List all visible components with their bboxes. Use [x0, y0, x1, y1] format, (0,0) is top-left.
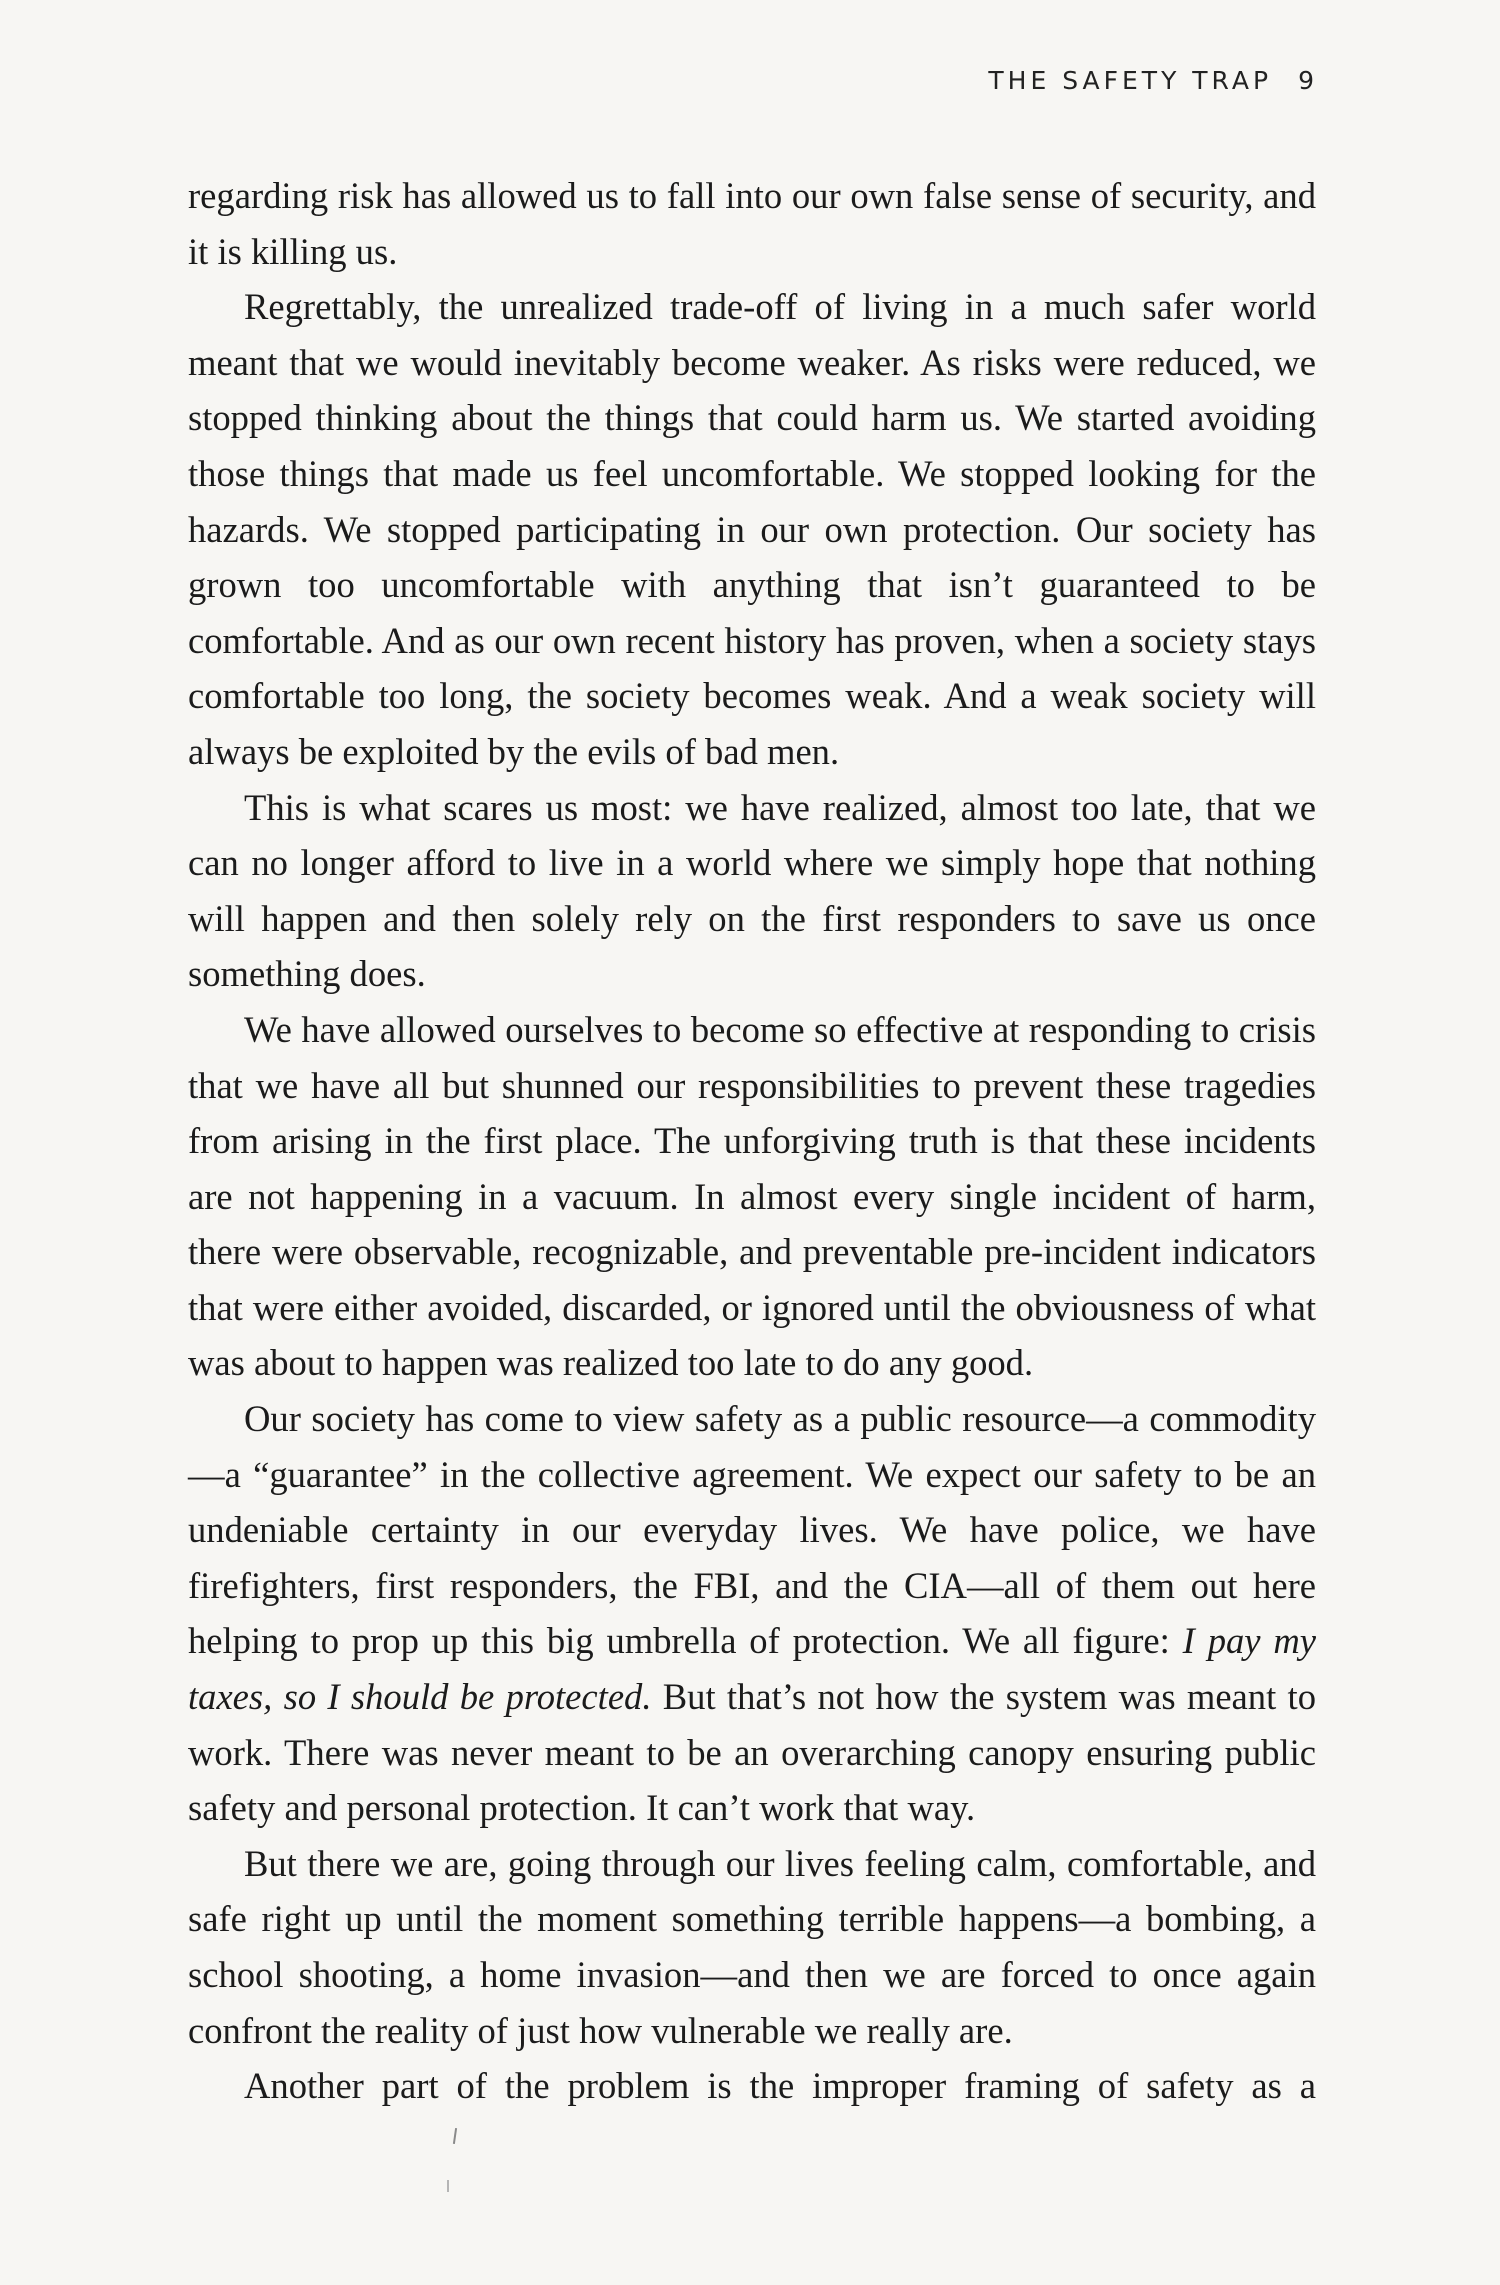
paragraph-text: But that’s not how the system was meant to work. There was never meant to be an overarching canopy ensuring public safety and personal protection. It can’t work that way.: [188, 1676, 1316, 1829]
body-text: [188, 168, 1316, 2114]
italic-thought: I pay my taxes, so I should be protected.: [188, 1620, 1317, 1718]
paragraph-last-line: Another part of the problem is the improper framing of safety as a: [244, 2065, 1316, 2107]
paragraph: Regrettably, the unrealized trade-off of living in a much safer world meant that we would inevitably become weaker. As risks were reduced, we stopped thinking about the things that could harm us. We started avoiding those things that made us feel uncomfortable. We stopped looking for the hazards. We stopped participating in our own protection. Our society has grown too uncomfortable with anything that isn’t guaranteed to be comfortable. And as our own recent history has proven, when a society stays comfortable too long, the society becomes weak. And a weak society will always be exploited by the evils of bad men.: [188, 286, 1316, 772]
paragraph: But there we are, going through our lives feeling calm, comfortable, and safe right up until the moment something terrible happens—a bombing, a school shooting, a home invasion—and then we are forced to once again confront the reality of just how vulnerable we really are.: [188, 1842, 1316, 2051]
paragraph: This is what scares us most: we have realized, almost too late, that we can no longer afford to live in a world where we simply hope that nothing will happen and then solely rely on the first responders to save us once something does.: [188, 786, 1316, 995]
scan-mark: [453, 2128, 457, 2144]
paragraph-continued: regarding risk has allowed us to fall into our own false sense of security, and it is killing us.: [188, 175, 1316, 272]
paragraph: [188, 1391, 1316, 1836]
running-title: THE SAFETY TRAP: [988, 66, 1273, 95]
paragraph: We have allowed ourselves to become so effective at responding to crisis that we have all but shunned our responsibilities to prevent these tragedies from arising in the first place. The unforgiving truth is that these incidents are not happening in a vacuum. In almost every single incident of harm, there were observable, recognizable, and preventable pre-incident indicators that were either avoided, discarded, or ignored until the obviousness of what was about to happen was realized too late to do any good.: [188, 1008, 1316, 1384]
paragraph-text: Our society has come to view safety as a public resource—a commodity—a “guarantee” in the collective agreement. We expect our safety to be an undeniable certainty in our everyday lives. We have police, we have firefighters, first responders, the FBI, and the CIA—all of them out here helping to prop up this big umbrella of protection. We all figure:: [188, 1398, 1316, 1662]
page-number: 9: [1298, 66, 1314, 95]
scan-mark: [447, 2180, 449, 2192]
running-header: [988, 66, 1314, 95]
